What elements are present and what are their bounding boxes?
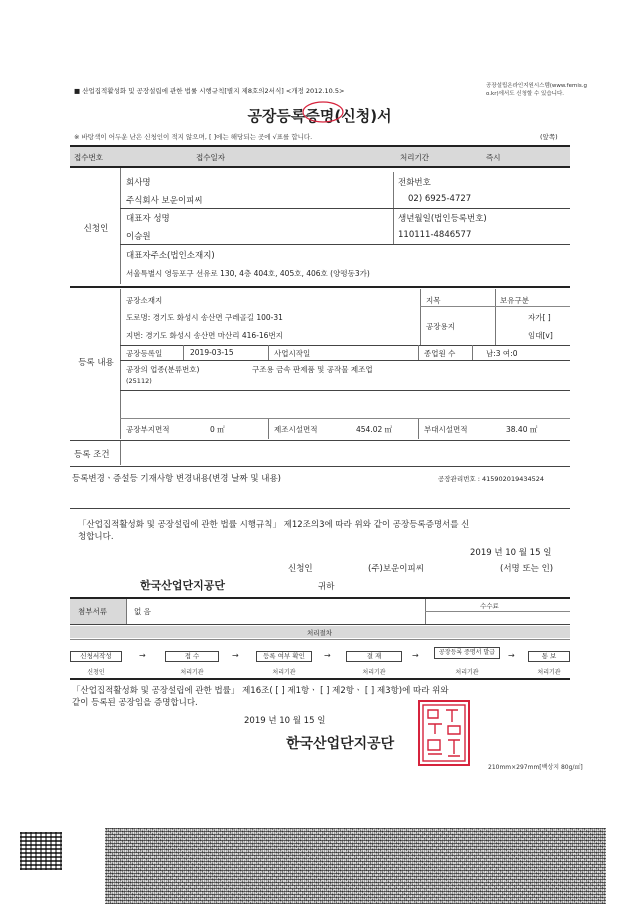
barcode-graphic: [20, 832, 62, 870]
registration-section-label: 등록 내용: [78, 358, 114, 368]
manufacturing-area-value: 454.02 ㎡: [356, 425, 393, 434]
road-address: 도로명: 경기도 화성시 송산면 구레골길 100-31: [126, 313, 283, 322]
applicant-section-label: 신청인: [83, 224, 109, 234]
business-start-label: 사업시작일: [274, 349, 311, 358]
ownership-owned: 자가[ ]: [528, 313, 551, 322]
statement-line-1: 「산업집적활성화 및 공장설립에 관한 법률 시행규칙」 제12조의3에 따라 위와 같이 공장등록증명서를 신: [78, 520, 470, 530]
statement-line-2: 청합니다.: [78, 532, 114, 542]
registration-date-value: 2019-03-15: [190, 348, 234, 357]
recipient-name: 한국산업단지공단: [140, 579, 226, 592]
process-step-1-who: 신청인: [87, 669, 105, 676]
process-step-2-box: 접 수: [165, 651, 219, 662]
ownership-leased: 임대[v]: [528, 331, 553, 340]
factory-location-label: 공장소재지: [126, 296, 163, 305]
company-label: 회사명: [126, 178, 151, 188]
rule-receipt-bottom: [70, 166, 570, 168]
regulation-header: ■ 산업집적활성화 및 공장설립에 관한 법률 시행규칙[별지 제8호의2서식] <개정 2012.10.5>: [74, 87, 345, 95]
conditions-label: 등록 조건: [74, 450, 110, 460]
auxiliary-area-label: 부대시설면적: [424, 425, 468, 434]
issuer-name: 한국산업단지공단: [286, 736, 395, 752]
phone-label: 전화번호: [398, 178, 431, 188]
process-arrow-5: →: [508, 651, 515, 660]
employees-label: 종업원 수: [424, 349, 456, 358]
birth-label: 생년월일(법인등록번호): [398, 214, 487, 224]
statement-applicant-label: 신청인: [288, 564, 313, 574]
page-title: 공장등록증명(신청)서: [247, 107, 392, 125]
paper-spec: 210mm×297mm[백상지 80g/㎡]: [488, 764, 583, 771]
land-type-value: 공장용지: [426, 322, 455, 331]
title-circle-mark: [300, 100, 346, 124]
process-title: 처리절차: [306, 629, 333, 637]
process-arrow-3: →: [324, 651, 331, 660]
process-step-5-who: 처리기관: [455, 669, 479, 676]
certification-line-1: 「산업집적활성화 및 공장설립에 관한 법률」 제16조( [ ] 제1항ㆍ [ ] 제2항ㆍ [ ] 제3항)에 따라 위와: [72, 686, 449, 696]
address-label: 대표자주소(법인소재지): [126, 251, 215, 261]
recipient-suffix: 귀하: [318, 582, 335, 592]
process-step-6-who: 처리기관: [537, 669, 561, 676]
official-seal: [418, 700, 470, 766]
online-note-line-1: 공장설립온라인지원시스템(www.femis.g: [486, 83, 587, 89]
changes-label: 등록변경ㆍ증설등 기재사항 변경내용(변경 날짜 및 내용): [72, 474, 281, 484]
ownership-header: 보유구분: [500, 296, 529, 305]
receipt-number-label: 접수번호: [74, 153, 103, 162]
birth-value: 110111-4846577: [398, 230, 472, 240]
representative-value: 이승원: [126, 232, 151, 242]
scan-noise-area: [105, 828, 606, 904]
industry-code: (25112): [126, 377, 152, 385]
manufacturing-area-label: 제조시설면적: [274, 425, 318, 434]
process-step-2-who: 처리기관: [180, 669, 204, 676]
rule-applicant-bottom: [70, 286, 570, 288]
registration-date-label: 공장등록일: [126, 349, 163, 358]
address-value: 서울특별시 영등포구 선유로 130, 4층 404호, 405호, 406호 (양평동3가): [126, 269, 370, 278]
process-arrow-2: →: [232, 651, 239, 660]
auxiliary-area-value: 38.40 ㎡: [506, 425, 538, 434]
employees-value: 남:3 여:0: [486, 349, 518, 358]
process-step-3-box: 등록 여부 확인: [256, 651, 312, 662]
process-step-4-who: 처리기관: [362, 669, 386, 676]
process-step-3-who: 처리기관: [272, 669, 296, 676]
signature-label: (서명 또는 인): [500, 564, 554, 574]
certification-line-2: 같이 등록된 공장임을 증명합니다.: [72, 698, 198, 708]
certification-date: 2019 년 10 월 15 일: [244, 716, 326, 726]
phone-value: 02) 6925-4727: [408, 194, 472, 204]
lot-address: 지번: 경기도 화성시 송산면 마산리 416-16번지: [126, 331, 283, 340]
representative-label: 대표자 성명: [126, 214, 170, 224]
statement-applicant-value: (주)보운이피씨: [368, 564, 424, 574]
process-step-1-box: 신청서작성: [70, 651, 122, 662]
processing-period-value: 즉시: [486, 153, 501, 162]
site-area-label: 공장부지면적: [126, 425, 170, 434]
process-step-6-box: 통 보: [528, 651, 570, 662]
industry-label: 공장의 업종(분류번호): [126, 365, 200, 374]
instruction-note: ※ 바탕색이 어두운 난은 신청인이 적지 않으며, [ ]에는 해당되는 곳에 √표를 합니다.: [74, 133, 313, 141]
attachments-value: 없 음: [134, 607, 151, 616]
industry-value: 구조용 금속 판제품 및 공작물 제조업: [252, 365, 373, 374]
attachments-label: 첨부서류: [78, 607, 107, 616]
process-arrow-1: →: [139, 651, 146, 660]
land-category-header: 지목: [426, 296, 441, 305]
processing-period-label: 처리기간: [400, 153, 429, 162]
company-value: 주식회사 보운이피씨: [126, 196, 203, 206]
statement-date: 2019 년 10 월 15 일: [470, 548, 552, 558]
online-note: [486, 82, 587, 98]
process-step-4-box: 결 재: [346, 651, 402, 662]
side-note: (앞쪽): [540, 133, 558, 141]
process-step-5-box: 공장등록 증명서 발급: [434, 647, 500, 659]
process-arrow-4: →: [412, 651, 419, 660]
online-note-line-2: o.kr)에서도 신청할 수 있습니다.: [486, 91, 565, 97]
fee-label: 수수료: [480, 602, 499, 610]
site-area-value: 0 ㎡: [210, 425, 225, 434]
management-number: 공장관리번호 : 415902019434524: [438, 475, 545, 483]
receipt-date-label: 접수일자: [196, 153, 225, 162]
